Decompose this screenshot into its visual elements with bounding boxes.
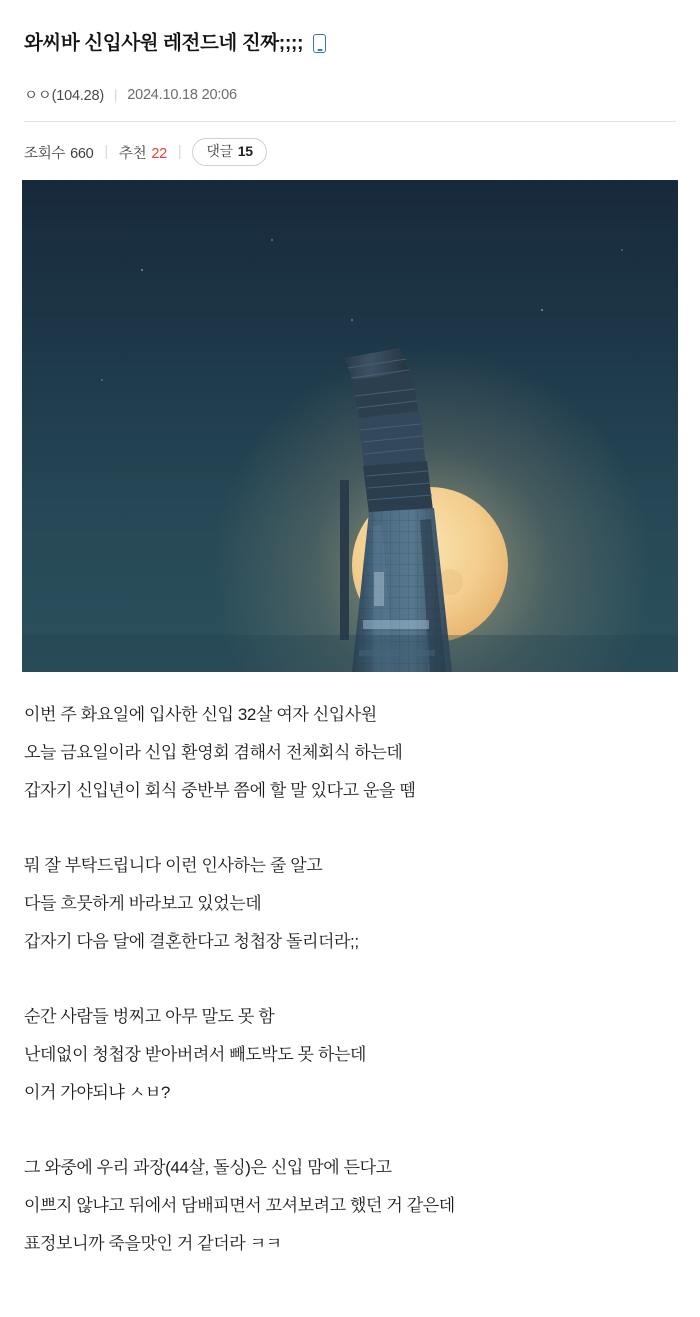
like-count-label: 추천 <box>118 145 147 162</box>
post-header <box>0 0 700 122</box>
mobile-phone-icon <box>313 34 326 53</box>
page-title: 와씨바 신입사원 레전드네 진짜;;;; <box>24 32 304 55</box>
like-count <box>119 142 167 163</box>
post-image-container <box>0 180 700 672</box>
stats-separator-1: | <box>104 144 108 161</box>
like-count-value: 22 <box>151 145 167 162</box>
comment-count-value: 15 <box>237 143 253 160</box>
meta-separator: | <box>114 87 118 103</box>
title-row <box>24 18 676 69</box>
post-meta <box>24 84 676 105</box>
post-body: 이번 주 화요일에 입사한 신입 32살 여자 신입사원 오늘 금요일이라 신입 환영회 겸해서 전체회식 하는데 갑자기 신입년이 회식 중반부 쯤에 할 말 있다고 운을 뗌 뭐 잘 부탁드립니다 이런 인사하는 줄 알고 다들 흐뭇하게 바라보고 있었는데 갑자기 다음 달에 결혼한다고 청첩장 돌리더라;; 순간 사람들 벙찌고 아무 말도 못 함 난데없이 청첩장 받아버려서 빼도박도 못 하는데 이거 가야되냐 ㅅㅂ? 그 와중에 우리 과장(44살, 돌싱)은 신입 맘에 든다고 이쁘지 않냐고 뒤에서 담배피면서 꼬셔보려고 했던 거 같은데 표정보니까 죽을맛인 거 같더라 ㅋㅋ <box>24 705 455 1253</box>
view-count-label: 조회수 <box>24 145 66 162</box>
author-name[interactable]: ㅇㅇ(104.28) <box>24 88 105 105</box>
stats-separator-2: | <box>177 144 182 161</box>
post-date: 2024.10.18 20:06 <box>127 86 237 103</box>
post-image[interactable] <box>22 180 678 672</box>
post-stats <box>0 122 700 180</box>
comment-count-button[interactable] <box>192 138 266 166</box>
view-count-value: 660 <box>70 145 94 162</box>
comment-count-label: 댓글 <box>206 143 233 160</box>
view-count <box>24 142 93 163</box>
